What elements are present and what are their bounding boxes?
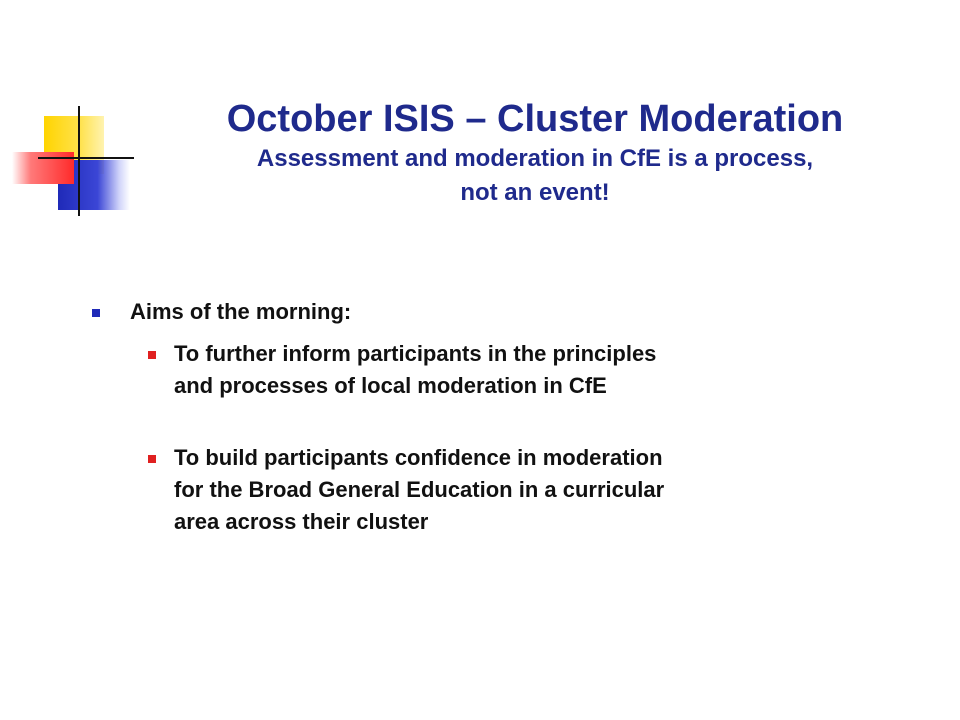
aims-heading-text: Aims of the morning:: [130, 299, 352, 324]
square-bullet-icon: [148, 351, 156, 359]
deco-horizontal-line: [38, 157, 134, 159]
title-main: October ISIS – Cluster Moderation: [226, 98, 844, 140]
sub-bullet-line: area across their cluster: [174, 509, 429, 534]
bullet-list: [90, 296, 910, 538]
square-bullet-icon: [92, 309, 100, 317]
title-subtitle: [170, 142, 900, 210]
square-bullet-icon: [148, 455, 156, 463]
subtitle-line-1: Assessment and moderation in CfE is a process,: [256, 145, 814, 172]
subtitle-line-2: not an event!: [460, 179, 610, 206]
bullet-aims-heading: [90, 296, 910, 328]
sub-bullet-item: [90, 442, 894, 538]
decorative-logo-blocks: [0, 0, 140, 230]
sub-bullet-line: for the Broad General Education in a curricular: [174, 477, 665, 502]
sub-bullet-line: and processes of local moderation in CfE: [174, 373, 607, 398]
deco-vertical-line: [78, 106, 80, 216]
sub-bullet-item: [90, 338, 894, 402]
slide-title: [170, 96, 900, 210]
sub-bullet-line: To build participants confidence in moderation: [174, 445, 663, 470]
sub-bullet-line: To further inform participants in the principles: [174, 341, 657, 366]
